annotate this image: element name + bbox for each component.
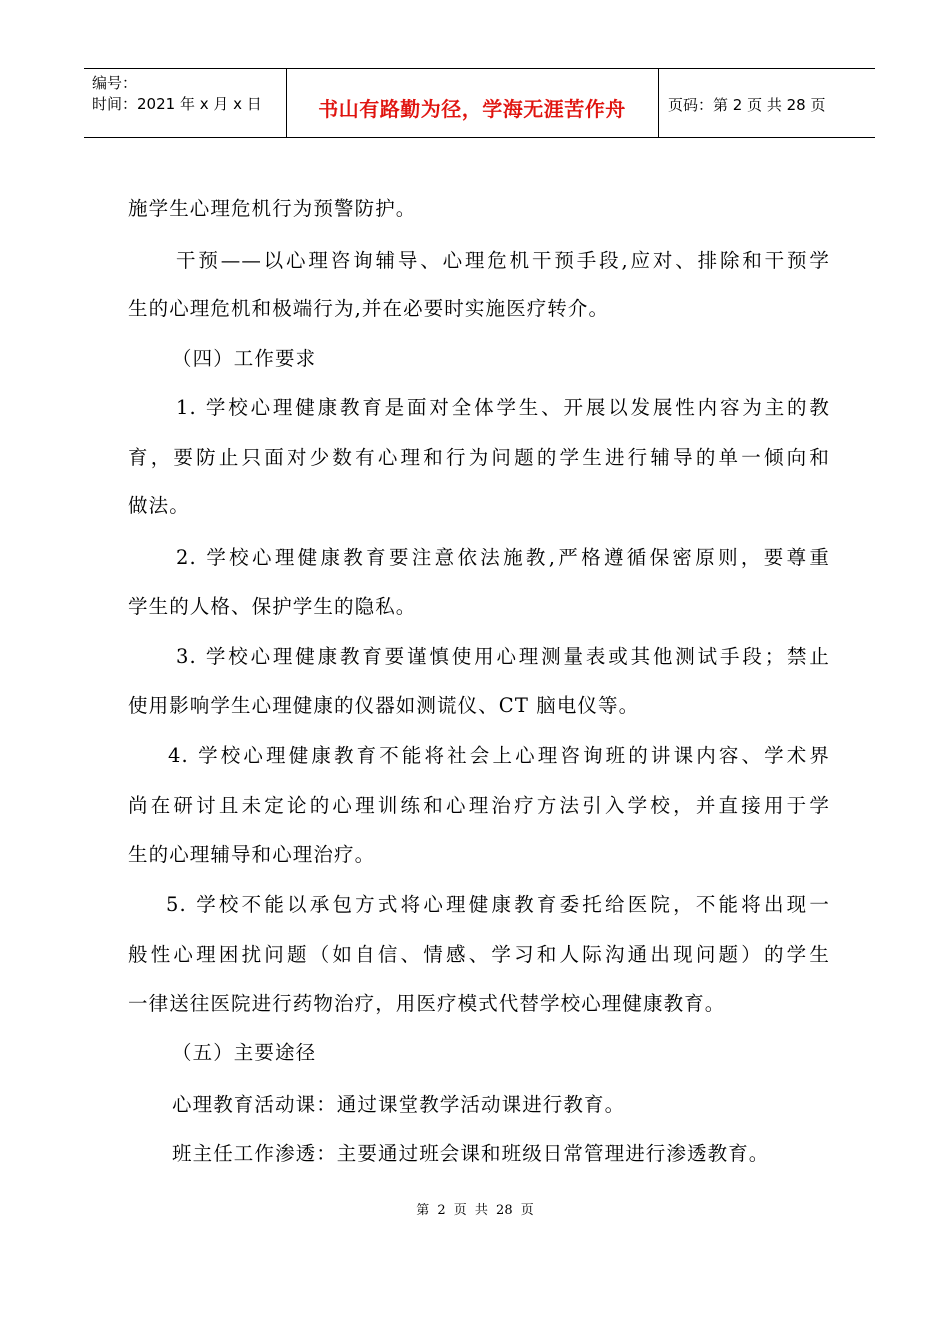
body-line: 生的心理辅导和心理治疗。 <box>128 843 376 866</box>
body-line: 班主任工作渗透：主要通过班会课和班级日常管理进行渗透教育。 <box>172 1142 770 1165</box>
body-line: 一律送往医院进行药物治疗，用医疗模式代替学校心理健康教育。 <box>128 992 726 1015</box>
document-header <box>84 68 875 138</box>
body-line: 做法。 <box>128 494 190 517</box>
header-page-label: 页码：第 2 页 共 28 页 <box>668 96 826 114</box>
header-page-cell <box>658 69 875 137</box>
body-line: 4. 学校心理健康教育不能将社会上心理咨询班的讲课内容、学术界 <box>168 744 830 767</box>
document-time-label: 时间：2021 年 x 月 x 日 <box>92 95 262 113</box>
body-line: 生的心理危机和极端行为,并在必要时实施医疗转介。 <box>128 297 610 320</box>
header-motto: 书山有路勤为径，学海无涯苦作舟 <box>318 97 626 121</box>
body-line: 使用影响学生心理健康的仪器如测谎仪、CT 脑电仪等。 <box>128 694 640 717</box>
page-footer: 第 2 页 共 28 页 <box>416 1203 534 1218</box>
body-line: 2. 学校心理健康教育要注意依法施教,严格遵循保密原则，要尊重 <box>176 546 830 569</box>
body-line: 1. 学校心理健康教育是面对全体学生、开展以发展性内容为主的教 <box>176 396 830 419</box>
header-meta-cell <box>84 69 287 137</box>
body-line: 5. 学校不能以承包方式将心理健康教育委托给医院，不能将出现一 <box>166 893 830 916</box>
header-motto-cell <box>286 69 659 137</box>
body-line: 学生的人格、保护学生的隐私。 <box>128 595 417 618</box>
body-line: 育，要防止只面对少数有心理和行为问题的学生进行辅导的单一倾向和 <box>128 446 830 469</box>
body-line: 施学生心理危机行为预警防护。 <box>128 197 417 220</box>
section-heading: （四）工作要求 <box>172 347 317 370</box>
body-line: 般性心理困扰问题（如自信、情感、学习和人际沟通出现问题）的学生 <box>128 943 830 966</box>
body-line: 3. 学校心理健康教育要谨慎使用心理测量表或其他测试手段；禁止 <box>176 645 830 668</box>
body-line: 干预——以心理咨询辅导、心理危机干预手段,应对、排除和干预学 <box>176 249 830 272</box>
body-line: 心理教育活动课：通过课堂教学活动课进行教育。 <box>172 1093 626 1116</box>
body-line: 尚在研讨且未定论的心理训练和心理治疗方法引入学校，并直接用于学 <box>128 794 830 817</box>
document-number-label: 编号： <box>92 74 138 92</box>
section-heading: （五）主要途径 <box>172 1041 317 1064</box>
